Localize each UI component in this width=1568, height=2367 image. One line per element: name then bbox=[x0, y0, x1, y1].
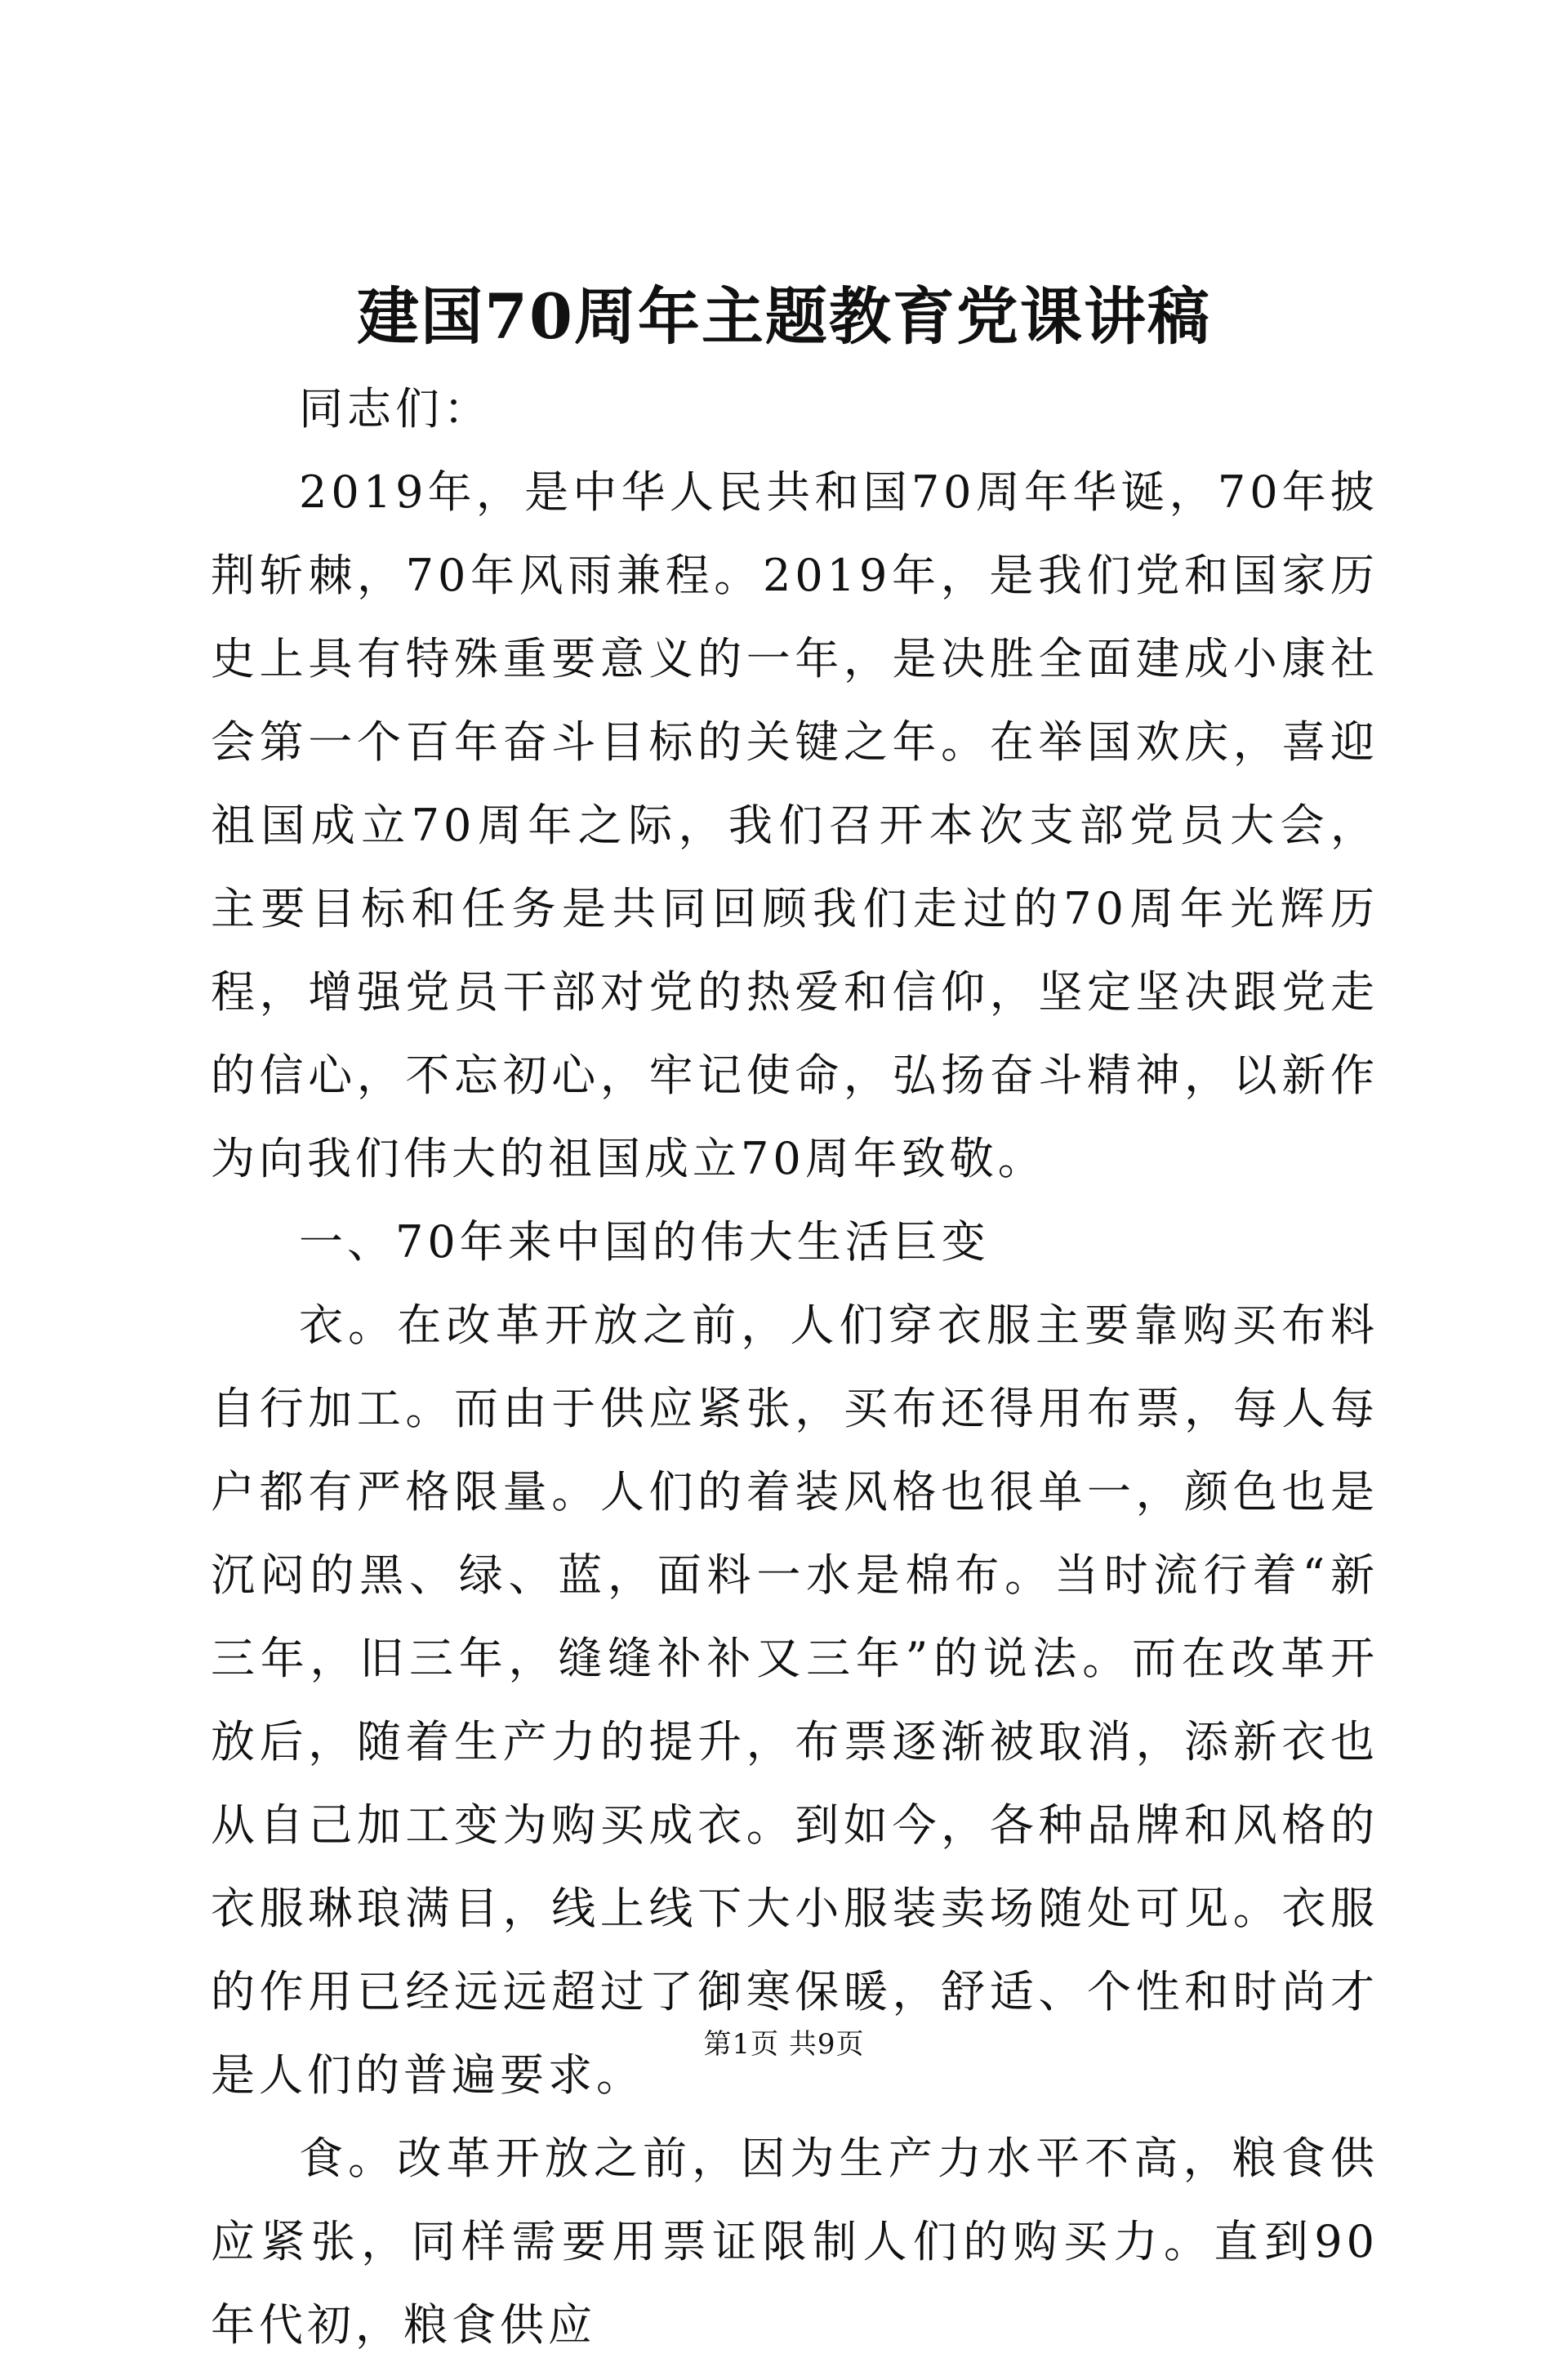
page-footer: 第1页 共9页 bbox=[703, 2028, 865, 2061]
section-heading: 一、70年来中国的伟大生活巨变 bbox=[299, 1216, 990, 1268]
document-title: 建国70周年主题教育党课讲稿 bbox=[357, 280, 1211, 353]
food-paragraph: 食。改革开放之前，因为生产力水平不高，粮食供应紧张，同样需要用票证限制人们的购买力。直到90年代初，粮食供应 bbox=[211, 2133, 1379, 2351]
clothing-paragraph: 衣。在改革开放之前，人们穿衣服主要靠购买布料自行加工。而由于供应紧张，买布还得用布票，每人每户都有严格限量。人们的着装风格也很单一，颜色也是沉闷的黑、绿、蓝，面料一水是棉布。当时流行着“新三年，旧三年，缝缝补补又三年”的说法。而在改革开放后，随着生产力的提升，布票逐渐被取消，添新衣也从自己加工变为购买成衣。到如今，各种品牌和风格的衣服琳琅满目，线上线下大小服装卖场随处可见。衣服的作用已经远远超过了御寒保暖，舒适、个性和时尚才是人们的普遍要求。 bbox=[211, 1299, 1379, 2101]
document-body bbox=[211, 368, 1379, 2367]
intro-paragraph: 2019年，是中华人民共和国70周年华诞，70年披荆斩棘，70年风雨兼程。2019年，是我们党和国家历史上具有特殊重要意义的一年，是决胜全面建成小康社会第一个百年奋斗目标的关键之年。在举国欢庆，喜迎祖国成立70周年之际，我们召开本次支部党员大会，主要目标和任务是共同回顾我们走过的70周年光辉历程，增强党员干部对党的热爱和信仰，坚定坚决跟党走的信心，不忘初心，牢记使命，弘扬奋斗精神，以新作为向我们伟大的祖国成立70周年致敬。 bbox=[211, 466, 1379, 1184]
salutation-paragraph: 同志们： bbox=[299, 383, 492, 435]
